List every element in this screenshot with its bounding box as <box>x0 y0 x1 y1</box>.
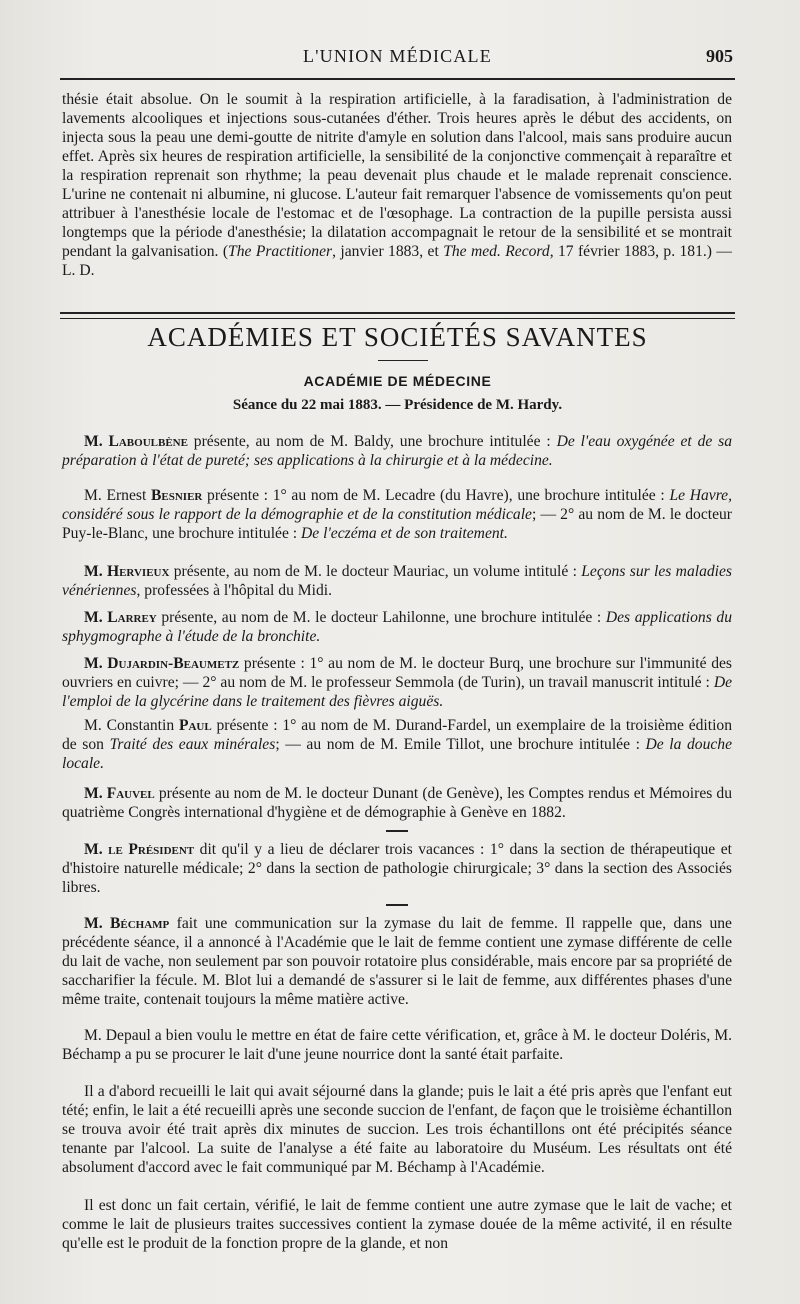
seance-line: Séance du 22 mai 1883. — Présidence de M. Hardy. <box>232 397 563 413</box>
header-rule <box>60 78 735 80</box>
paragraph-larrey: M. Larrey présente, au nom de M. le docteur Lahilonne, une brochure intitulée : Des applications du sphygmographe à l'étude de la bronchite. <box>62 609 732 645</box>
paragraph-dujardin-beaumetz: M. Dujardin-Beaumetz présente : 1° au nom de M. le docteur Burq, une brochure sur l'immunité des ouvriers en cuivre; — 2° au nom de M. le professeur Semmola (de Turin), un travail manuscrit intitulé : De l'emploi de la glycérine dans le traitement des fièvres aiguës. <box>62 655 732 710</box>
page-number: 905 <box>706 46 733 66</box>
section-divider <box>60 312 735 319</box>
separator-dash <box>386 830 408 832</box>
paragraph-hervieux: M. Hervieux présente, au nom de M. le docteur Mauriac, un volume intitulé : Leçons sur les maladies vénériennes, professées à l'hôpital du Midi. <box>62 563 732 599</box>
intro-paragraph: thésie était absolue. On le soumit à la respiration artificielle, à la faradisation, à l'administration de lavements alcooliques et injections sous-cutanées d'éther. Trois heures après le début des accidents, on injecta sous la peau une demi-goutte de nitrite d'amyle en solution dans l'alcool, mais sans produire aucun effet. Après six heures de respiration artificielle, la sensibilité de la conjonctive commençait à reparaître et la respiration reprenait son rhythme; la peau devenait plus chaude et le malade reprenait conscience. L'urine ne contenait ni albumine, ni glucose. L'auteur fait remarquer l'absence de vomissements qu'on peut attribuer à l'anesthésie locale de l'estomac et de l'œsophage. La contraction de la pupille persista aussi longtemps que la période d'anesthésie; la dilatation accompagnait le retour de la sensibilité et se montrait pendant la galvanisation. (The Practitioner, janvier 1883, et The med. Record, 17 février 1883, p. 181.) — L. D. <box>62 91 732 279</box>
section-title: ACADÉMIES ET SOCIÉTÉS SAVANTES <box>147 322 648 352</box>
running-header <box>60 46 735 76</box>
paragraph-depaul: M. Depaul a bien voulu le mettre en état de faire cette vérification, et, grâce à M. le docteur Doléris, M. Béchamp a pu se procurer le lait d'une jeune nourrice dont la santé était parfaite. <box>62 1027 732 1063</box>
title-rule <box>378 360 428 361</box>
paragraph-bechamp: M. Béchamp fait une communication sur la zymase du lait de femme. Il rappelle que, dans une précédente séance, il a annoncé à l'Académie que le lait de femme contient une zymase différente de celle du lait de vache, non seulement par son pouvoir rotatoire plus considérable, mais encore par sa propriété de saccharifier la fécule. M. Blot lui a demandé de s'assurer si le lait de femme, aux différentes phases d'une même traite, contenait toujours la même matière active. <box>62 915 732 1008</box>
separator-dash <box>386 904 408 906</box>
journal-title: L'UNION MÉDICALE <box>303 46 492 66</box>
paragraph-conclusion: Il est donc un fait certain, vérifié, le lait de femme contient une autre zymase que le lait de vache; et comme le lait de plusieurs traites successives contient la zymase douée de la même activité, il en résulte qu'elle est le produit de la fonction propre de la glande, et non <box>62 1197 732 1252</box>
paragraph-president: M. le Président dit qu'il y a lieu de déclarer trois vacances : 1° dans la section de thérapeutique et d'histoire naturelle médicale; 2° dans la section de pathologie chirurgicale; 3° dans la section des Associés libres. <box>62 841 732 896</box>
paragraph-laboulbene: M. Laboulbène présente, au nom de M. Baldy, une brochure intitulée : De l'eau oxygénée et de sa préparation à l'état de pureté; ses applications à la chirurgie et à la médecine. <box>62 433 733 469</box>
subsection-title: ACADÉMIE DE MÉDECINE <box>303 373 492 389</box>
paragraph-fauvel: M. Fauvel présente au nom de M. le docteur Dunant (de Genève), les Comptes rendus et Mémoires du quatrième Congrès international d'hygiène et de démographie à Genève en 1882. <box>62 785 732 821</box>
paragraph-paul: M. Constantin Paul présente : 1° au nom de M. Durand-Fardel, un exemplaire de la troisième édition de son Traité des eaux minérales; — au nom de M. Emile Tillot, une brochure intitulée : De la douche locale. <box>62 717 733 772</box>
paragraph-besnier: M. Ernest Besnier présente : 1° au nom de M. Lecadre (du Havre), une brochure intitulée : Le Havre, considéré sous le rapport de la démographie et de la constitution médicale; — 2° au nom de M. le docteur Puy-le-Blanc, une brochure intitulée : De l'eczéma et de son traitement. <box>62 487 733 542</box>
paragraph-analysis: Il a d'abord recueilli le lait qui avait séjourné dans la glande; puis le lait a été pris après que l'enfant eut tété; enfin, le lait a été recueilli après une seconde succion de l'enfant, de façon que le troisième échantillon se trouva avoir été trait après dix minutes de succion. Les trois échantillons ont été précipités séance tenante par l'alcool. La suite de l'analyse a été faite au laboratoire du Muséum. Les résultats ont été absolument d'accord avec le fait communiqué par M. Béchamp à l'Académie. <box>62 1083 732 1176</box>
